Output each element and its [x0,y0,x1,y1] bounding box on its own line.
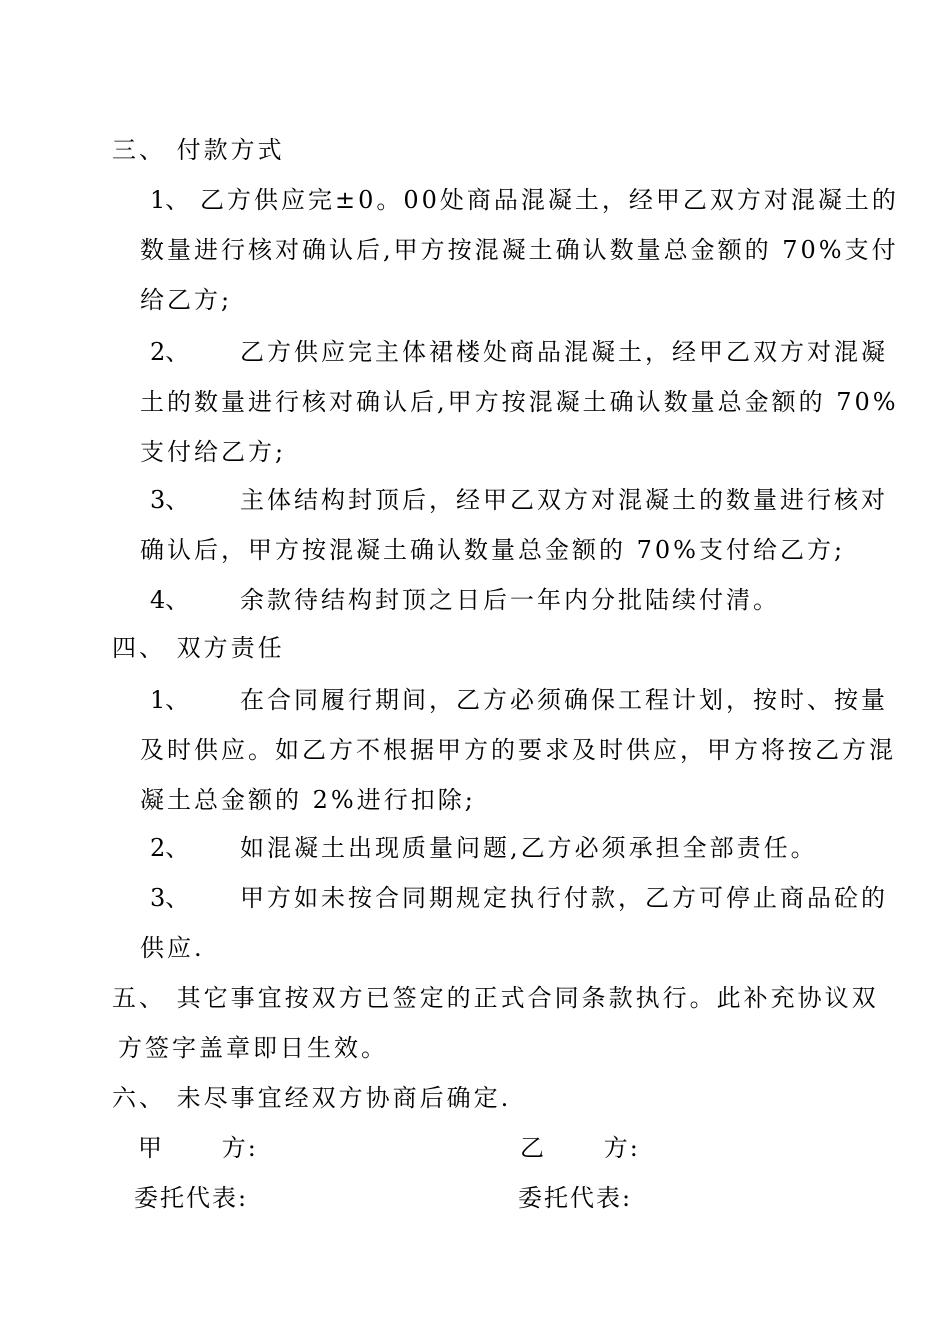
paragraph-line: 在合同履行期间，乙方必须确保工程计划，按时、按量 [240,686,888,714]
paragraph-line: 数量进行核对确认后,甲方按混凝土确认数量总金额的 70%支付 [140,236,899,264]
party-b-label: 乙 方: [520,1134,640,1162]
item-number: 3、 [150,884,190,912]
item-number: 2、 [150,338,190,366]
paragraph-line: 乙方供应完±0。00处商品混凝土，经甲乙双方对混凝土的 [200,186,899,214]
paragraph-line: 确认后，甲方按混凝土确认数量总金额的 70%支付给乙方; [140,536,846,564]
paragraph-line: 及时供应。如乙方不根据甲方的要求及时供应，甲方将按乙方混 [140,736,896,764]
section-heading-responsibilities: 四、 双方责任 [112,634,285,662]
paragraph-line: 供应. [140,934,205,962]
section-heading-payment: 三、 付款方式 [112,136,285,164]
paragraph-line: 土的数量进行核对确认后,甲方按混凝土确认数量总金额的 70% [140,388,899,416]
paragraph-line: 如混凝土出现质量问题,乙方必须承担全部责任。 [240,834,818,862]
paragraph-line: 凝土总金额的 2%进行扣除; [140,786,476,814]
party-a-label: 甲 方: [138,1134,258,1162]
paragraph-line: 余款待结构封顶之日后一年内分批陆续付清。 [240,586,780,614]
paragraph-line: 甲方如未按合同期规定执行付款，乙方可停止商品砼的 [240,884,888,912]
paragraph-line: 支付给乙方; [140,438,287,466]
party-a-representative-label: 委托代表: [134,1184,249,1212]
item-number: 3、 [150,486,190,514]
item-number: 4、 [150,586,190,614]
item-number: 1、 [150,186,190,214]
paragraph-line: 乙方供应完主体裙楼处商品混凝土，经甲乙双方对混凝 [240,338,888,366]
party-b-representative-label: 委托代表: [518,1184,633,1212]
section-five-line: 方签字盖章即日生效。 [118,1034,388,1062]
item-number: 2、 [150,834,190,862]
paragraph-line: 主体结构封顶后，经甲乙双方对混凝土的数量进行核对 [240,486,888,514]
section-five-line: 五、 其它事宜按双方已签定的正式合同条款执行。此补充协议双 [112,984,879,1012]
item-number: 1、 [150,686,190,714]
section-heading-other-matters: 六、 未尽事宜经双方协商后确定. [112,1084,512,1112]
paragraph-line: 给乙方; [140,286,233,314]
